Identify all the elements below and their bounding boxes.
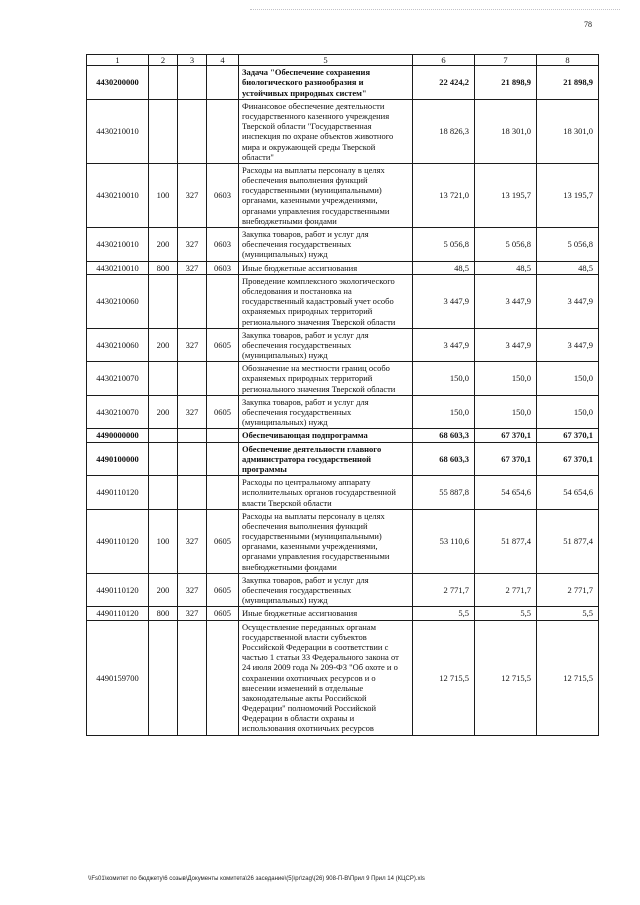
cell-amount-3: 48,5 bbox=[537, 261, 599, 274]
cell-group-code: 100 bbox=[149, 163, 178, 227]
table-row bbox=[87, 442, 599, 476]
cell-amount-3: 21 898,9 bbox=[537, 66, 599, 100]
cell-amount-2: 5 056,8 bbox=[475, 228, 537, 262]
table-body bbox=[87, 66, 599, 735]
cell-agency-code bbox=[178, 362, 207, 396]
cell-group-code bbox=[149, 429, 178, 442]
cell-agency-code: 327 bbox=[178, 395, 207, 429]
cell-section-code: 0603 bbox=[207, 261, 239, 274]
cell-group-code: 200 bbox=[149, 328, 178, 362]
cell-amount-3: 5,5 bbox=[537, 607, 599, 620]
cell-amount-2: 67 370,1 bbox=[475, 442, 537, 476]
cell-amount-2: 54 654,6 bbox=[475, 476, 537, 510]
cell-group-code bbox=[149, 362, 178, 396]
cell-section-code: 0605 bbox=[207, 328, 239, 362]
cell-amount-2: 48,5 bbox=[475, 261, 537, 274]
column-header-6: 6 bbox=[413, 55, 475, 66]
cell-amount-3: 13 195,7 bbox=[537, 163, 599, 227]
table-row bbox=[87, 274, 599, 328]
cell-description: Финансовое обеспечение деятельности государственного казенного учреждения Тверской области "Государственная инспекция по охране объектов животного мира и окружающей среды Тверской области" bbox=[239, 99, 413, 163]
cell-amount-3: 150,0 bbox=[537, 395, 599, 429]
cell-section-code: 0603 bbox=[207, 228, 239, 262]
cell-amount-3: 54 654,6 bbox=[537, 476, 599, 510]
cell-code: 4430210010 bbox=[87, 163, 149, 227]
cell-amount-2: 12 715,5 bbox=[475, 620, 537, 735]
cell-code: 4490110120 bbox=[87, 573, 149, 607]
column-header-8: 8 bbox=[537, 55, 599, 66]
cell-amount-2: 67 370,1 bbox=[475, 429, 537, 442]
cell-amount-1: 22 424,2 bbox=[413, 66, 475, 100]
cell-description: Закупка товаров, работ и услуг для обеспечения государственных (муниципальных) нужд bbox=[239, 228, 413, 262]
cell-amount-1: 13 721,0 bbox=[413, 163, 475, 227]
cell-agency-code bbox=[178, 66, 207, 100]
cell-section-code bbox=[207, 429, 239, 442]
cell-description: Обеспечивающая подпрограмма bbox=[239, 429, 413, 442]
cell-agency-code bbox=[178, 274, 207, 328]
cell-code: 4430210070 bbox=[87, 395, 149, 429]
table-row bbox=[87, 395, 599, 429]
cell-amount-1: 12 715,5 bbox=[413, 620, 475, 735]
cell-group-code: 200 bbox=[149, 228, 178, 262]
cell-agency-code: 327 bbox=[178, 607, 207, 620]
cell-agency-code: 327 bbox=[178, 573, 207, 607]
table-header bbox=[87, 55, 599, 66]
cell-description: Расходы по центральному аппарату исполнительных органов государственной власти Тверской области bbox=[239, 476, 413, 510]
cell-section-code bbox=[207, 442, 239, 476]
table-row bbox=[87, 362, 599, 396]
cell-group-code: 800 bbox=[149, 607, 178, 620]
cell-code: 4490000000 bbox=[87, 429, 149, 442]
cell-amount-1: 150,0 bbox=[413, 395, 475, 429]
cell-amount-3: 2 771,7 bbox=[537, 573, 599, 607]
cell-group-code bbox=[149, 442, 178, 476]
column-header-2: 2 bbox=[149, 55, 178, 66]
cell-description: Иные бюджетные ассигнования bbox=[239, 261, 413, 274]
cell-agency-code bbox=[178, 442, 207, 476]
cell-description: Закупка товаров, работ и услуг для обеспечения государственных (муниципальных) нужд bbox=[239, 573, 413, 607]
cell-description: Осуществление переданных органам государственной власти субъектов Российской Федерации в соответствии с частью 1 статьи 33 Федерального закона от 24 июля 2009 года № 209-ФЗ "Об охоте и о сохранении охотничьих ресурсов и о внесении изменений в отдельные законодательные акты Российской Федерации" полномочий Российской Федерации в области охраны и использования охотничьих ресурсов bbox=[239, 620, 413, 735]
table-row bbox=[87, 620, 599, 735]
page-number: 78 bbox=[584, 20, 592, 29]
cell-section-code bbox=[207, 274, 239, 328]
cell-amount-3: 150,0 bbox=[537, 362, 599, 396]
cell-agency-code bbox=[178, 99, 207, 163]
cell-amount-1: 55 887,8 bbox=[413, 476, 475, 510]
cell-code: 4490100000 bbox=[87, 442, 149, 476]
cell-amount-3: 18 301,0 bbox=[537, 99, 599, 163]
cell-code: 4430200000 bbox=[87, 66, 149, 100]
cell-code: 4490110120 bbox=[87, 509, 149, 573]
table-row bbox=[87, 429, 599, 442]
cell-description: Проведение комплексного экологического обследования и постановка на государственный кадастровый учет особо охраняемых природных территорий регионального значения Тверской области bbox=[239, 274, 413, 328]
cell-amount-2: 5,5 bbox=[475, 607, 537, 620]
cell-amount-3: 12 715,5 bbox=[537, 620, 599, 735]
budget-table-container bbox=[86, 54, 599, 736]
cell-agency-code: 327 bbox=[178, 163, 207, 227]
column-header-7: 7 bbox=[475, 55, 537, 66]
column-header-3: 3 bbox=[178, 55, 207, 66]
cell-section-code: 0605 bbox=[207, 395, 239, 429]
table-row bbox=[87, 261, 599, 274]
cell-agency-code bbox=[178, 620, 207, 735]
cell-code: 4430210010 bbox=[87, 99, 149, 163]
cell-code: 4430210060 bbox=[87, 274, 149, 328]
table-row bbox=[87, 509, 599, 573]
cell-amount-3: 67 370,1 bbox=[537, 429, 599, 442]
cell-code: 4430210070 bbox=[87, 362, 149, 396]
cell-amount-2: 150,0 bbox=[475, 395, 537, 429]
cell-section-code: 0603 bbox=[207, 163, 239, 227]
cell-description: Расходы на выплаты персоналу в целях обеспечения выполнения функций государственными (муниципальными) органами, казенными учреждениями, органами управления государственными внебюджетными фондами bbox=[239, 163, 413, 227]
cell-section-code bbox=[207, 620, 239, 735]
cell-group-code: 100 bbox=[149, 509, 178, 573]
cell-agency-code: 327 bbox=[178, 509, 207, 573]
cell-description: Задача "Обеспечение сохранения биологического разнообразия и устойчивых природных систем" bbox=[239, 66, 413, 100]
cell-description: Расходы на выплаты персоналу в целях обеспечения выполнения функций государственными (муниципальными) органами, казенными учреждениями, органами управления государственными внебюджетными фондами bbox=[239, 509, 413, 573]
cell-amount-2: 2 771,7 bbox=[475, 573, 537, 607]
cell-group-code: 200 bbox=[149, 573, 178, 607]
cell-description: Обеспечение деятельности главного администратора государственной программы bbox=[239, 442, 413, 476]
budget-table bbox=[86, 54, 599, 736]
table-row bbox=[87, 573, 599, 607]
table-row bbox=[87, 163, 599, 227]
cell-code: 4430210060 bbox=[87, 328, 149, 362]
cell-group-code bbox=[149, 476, 178, 510]
cell-amount-2: 51 877,4 bbox=[475, 509, 537, 573]
table-row bbox=[87, 99, 599, 163]
cell-section-code: 0605 bbox=[207, 573, 239, 607]
cell-amount-1: 53 110,6 bbox=[413, 509, 475, 573]
cell-group-code: 800 bbox=[149, 261, 178, 274]
cell-group-code bbox=[149, 274, 178, 328]
cell-code: 4490110120 bbox=[87, 607, 149, 620]
cell-agency-code bbox=[178, 476, 207, 510]
cell-description: Закупка товаров, работ и услуг для обеспечения государственных (муниципальных) нужд bbox=[239, 328, 413, 362]
cell-agency-code: 327 bbox=[178, 261, 207, 274]
cell-section-code: 0605 bbox=[207, 607, 239, 620]
cell-amount-1: 5 056,8 bbox=[413, 228, 475, 262]
cell-section-code bbox=[207, 362, 239, 396]
cell-amount-1: 3 447,9 bbox=[413, 274, 475, 328]
scan-artifact bbox=[250, 9, 620, 10]
cell-amount-1: 68 603,3 bbox=[413, 442, 475, 476]
cell-amount-3: 5 056,8 bbox=[537, 228, 599, 262]
cell-description: Иные бюджетные ассигнования bbox=[239, 607, 413, 620]
cell-amount-2: 3 447,9 bbox=[475, 274, 537, 328]
cell-agency-code: 327 bbox=[178, 328, 207, 362]
cell-amount-3: 3 447,9 bbox=[537, 328, 599, 362]
cell-section-code: 0605 bbox=[207, 509, 239, 573]
cell-amount-2: 3 447,9 bbox=[475, 328, 537, 362]
cell-code: 4430210010 bbox=[87, 228, 149, 262]
cell-code: 4490159700 bbox=[87, 620, 149, 735]
cell-amount-2: 150,0 bbox=[475, 362, 537, 396]
table-row bbox=[87, 476, 599, 510]
cell-agency-code bbox=[178, 429, 207, 442]
cell-amount-2: 21 898,9 bbox=[475, 66, 537, 100]
cell-amount-1: 18 826,3 bbox=[413, 99, 475, 163]
cell-amount-3: 67 370,1 bbox=[537, 442, 599, 476]
cell-section-code bbox=[207, 99, 239, 163]
cell-amount-2: 18 301,0 bbox=[475, 99, 537, 163]
cell-amount-2: 13 195,7 bbox=[475, 163, 537, 227]
cell-amount-3: 3 447,9 bbox=[537, 274, 599, 328]
cell-group-code bbox=[149, 66, 178, 100]
cell-group-code: 200 bbox=[149, 395, 178, 429]
cell-amount-1: 3 447,9 bbox=[413, 328, 475, 362]
table-row bbox=[87, 607, 599, 620]
cell-group-code bbox=[149, 620, 178, 735]
cell-section-code bbox=[207, 66, 239, 100]
document-file-path: \\Fs01\комитет по бюджету\6 созыв\Документы комитета\26 заседание\(5)\pr\zag\(26) 908-П-В\Прил 9 Прил 14 (КЦСР).xls bbox=[88, 876, 425, 882]
table-row bbox=[87, 66, 599, 100]
cell-description: Закупка товаров, работ и услуг для обеспечения государственных (муниципальных) нужд bbox=[239, 395, 413, 429]
cell-amount-3: 51 877,4 bbox=[537, 509, 599, 573]
cell-section-code bbox=[207, 476, 239, 510]
table-row bbox=[87, 228, 599, 262]
cell-amount-1: 2 771,7 bbox=[413, 573, 475, 607]
cell-code: 4490110120 bbox=[87, 476, 149, 510]
cell-agency-code: 327 bbox=[178, 228, 207, 262]
cell-amount-1: 68 603,3 bbox=[413, 429, 475, 442]
cell-amount-1: 48,5 bbox=[413, 261, 475, 274]
table-row bbox=[87, 328, 599, 362]
cell-group-code bbox=[149, 99, 178, 163]
cell-amount-1: 150,0 bbox=[413, 362, 475, 396]
cell-description: Обозначение на местности границ особо охраняемых природных территорий регионального значения Тверской области bbox=[239, 362, 413, 396]
cell-code: 4430210010 bbox=[87, 261, 149, 274]
column-header-1: 1 bbox=[87, 55, 149, 66]
table-header-row bbox=[87, 55, 599, 66]
column-header-4: 4 bbox=[207, 55, 239, 66]
column-header-5: 5 bbox=[239, 55, 413, 66]
cell-amount-1: 5,5 bbox=[413, 607, 475, 620]
